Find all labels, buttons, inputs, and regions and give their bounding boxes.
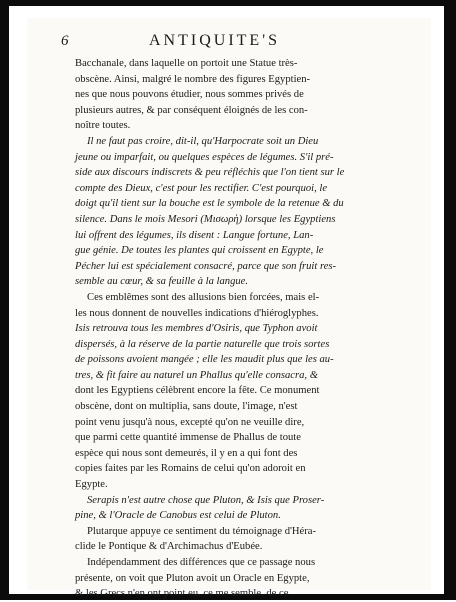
text-line: point venu jusqu'à nous, excepté qu'on ne veuille dire,: [75, 416, 305, 428]
text-line: dispersés, à la réserve de la partie naturelle que trois sortes: [75, 338, 330, 350]
text-line: Egypte.: [75, 479, 108, 491]
text-line: side aux discours indiscrets & peu réfléchis que l'on tient sur le: [75, 167, 345, 179]
text-line: Pécher lui est spécialement consacré, parce que son fruit res-: [75, 260, 337, 272]
text-line: compte des Dieux, c'est pour les rectifier. C'est pourquoi, le: [75, 182, 328, 194]
text-line: présente, on voit que Pluton avoit un Oracle en Egypte,: [75, 572, 310, 584]
text-line: noître toutes.: [75, 120, 131, 132]
text-line: silence. Dans le mois Mesori (Μισωρὴ) lorsque les Egyptiens: [75, 213, 336, 225]
text-line: que parmi cette quantité immense de Phallus de toute: [75, 432, 301, 444]
text-line: dont les Egyptiens célèbrent encore la fête. Ce monument: [75, 385, 320, 397]
text-line: nes que nous pouvons étudier, nous sommes privés de: [75, 89, 304, 101]
text-line: plusieurs autres, & par conséquent éloignés de les con-: [75, 104, 308, 116]
text-line: de poissons avoient mangée ; elle les maudit plus que les au-: [75, 354, 334, 366]
running-header: [61, 32, 381, 54]
text-line: semble au cœur, & sa feuille à la langue.: [75, 276, 249, 288]
body-text: [75, 56, 383, 602]
text-line: gue génie. De toutes les plantes qui croissent en Egypte, le: [75, 245, 324, 257]
text-line: pine, & l'Oracle de Canobus est celui de Pluton.: [75, 510, 281, 522]
text-line: doigt qu'il tient sur la bouche est le symbole de la retenue & du: [75, 198, 344, 210]
text-line: les nous donnent de nouvelles indications d'hiéroglyphes.: [75, 307, 319, 319]
text-line: copies faites par les Romains de celui qu'on adoroit en: [75, 463, 306, 475]
text-line: tres, & fit faire au naturel un Phallus qu'elle consacra, &: [75, 369, 318, 381]
running-title: ANTIQUITE'S: [149, 32, 280, 49]
text-line: espèce qui nous sont demeurés, il y en a qui font des: [75, 447, 298, 459]
page-number: 6: [61, 33, 69, 49]
text-line: & les Grecs n'en ont point eu, ce me semble, de ce: [75, 588, 289, 600]
text-line: Bacchanale, dans laquelle on portoit une Statue très-: [75, 58, 298, 69]
text-line: Indépendamment des différences que ce passage nous: [87, 557, 316, 568]
text-line: Il ne faut pas croire, dit-il, qu'Harpocrate soit un Dieu: [87, 135, 319, 147]
text-line: Plutarque appuye ce sentiment du témoignage d'Héra-: [87, 525, 317, 537]
text-line: lui offrent des légumes, ils disent : Langue fortune, Lan-: [75, 229, 314, 241]
text-line: jeune ou imparfait, ou quelques espèces de légumes. S'il pré-: [75, 151, 334, 163]
text-line: obscène. Ainsi, malgré le nombre des figures Egyptien-: [75, 73, 311, 85]
text-line: Serapis n'est autre chose que Pluton, & Isis que Proser-: [87, 494, 325, 506]
text-line: Isis retrouva tous les membres d'Osiris, que Typhon avoit: [75, 323, 318, 335]
text-line: Ces emblêmes sont des allusions bien forcées, mais el-: [87, 291, 320, 303]
text-line: clide le Pontique & d'Archimachus d'Eubée.: [75, 541, 263, 553]
text-line: obscène, dont on multiplia, sans doute, l'image, n'est: [75, 401, 298, 413]
